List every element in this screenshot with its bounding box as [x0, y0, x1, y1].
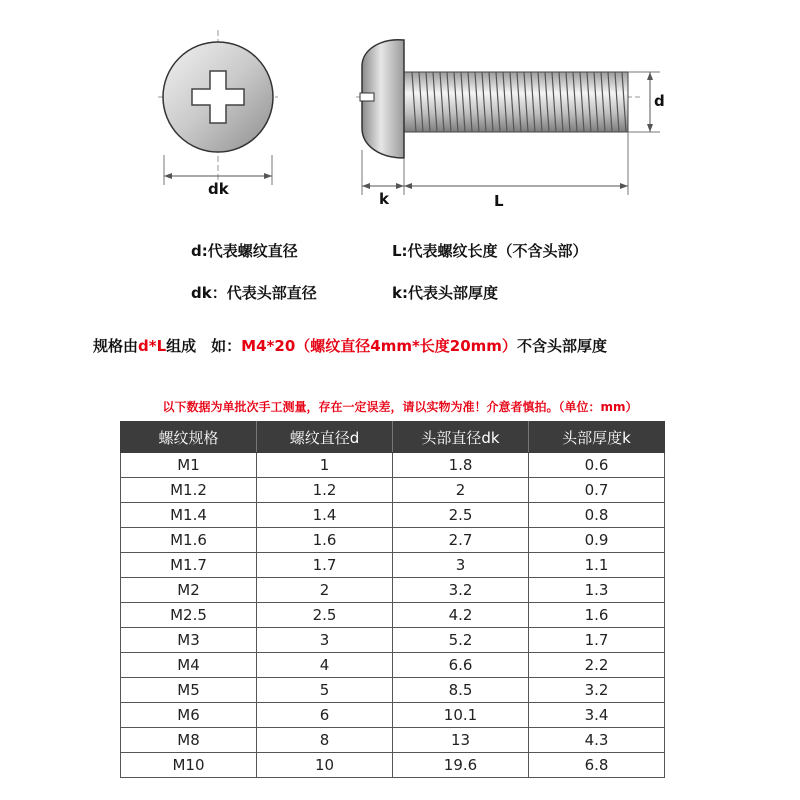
table-cell: M2.5: [121, 603, 257, 628]
table-row: [121, 503, 665, 528]
table-cell: 1.7: [257, 553, 393, 578]
table-cell: M3: [121, 628, 257, 653]
table-cell: 2: [393, 478, 529, 503]
table-cell: 2.2: [529, 653, 665, 678]
screw-dimension-diagram: [0, 0, 800, 225]
table-cell: 0.9: [529, 528, 665, 553]
spec-example: M4*20（螺纹直径4mm*长度20mm）: [241, 337, 517, 355]
legend-dk: dk：代表头部直径: [191, 284, 317, 302]
table-row: [121, 578, 665, 603]
table-cell: 4.2: [393, 603, 529, 628]
measurement-notice: 以下数据为单批次手工测量，存在一定误差，请以实物为准！介意者慎拍。（单位：mm）: [162, 400, 638, 414]
table-cell: 13: [393, 728, 529, 753]
table-row: [121, 728, 665, 753]
table-row: [121, 478, 665, 503]
table-cell: M6: [121, 703, 257, 728]
table-cell: 0.6: [529, 453, 665, 478]
table-cell: M1.2: [121, 478, 257, 503]
table-cell: 2.5: [393, 503, 529, 528]
table-cell: 6: [257, 703, 393, 728]
header-head-thickness: 头部厚度k: [529, 422, 665, 453]
table-cell: 1: [257, 453, 393, 478]
spec-description: [93, 335, 607, 356]
table-cell: M1.4: [121, 503, 257, 528]
table-cell: M2: [121, 578, 257, 603]
screw-head-top-view: [158, 30, 278, 185]
table-row: [121, 653, 665, 678]
table-cell: 8: [257, 728, 393, 753]
table-cell: 3.2: [529, 678, 665, 703]
table-cell: 1.8: [393, 453, 529, 478]
dk-label: dk: [208, 180, 229, 198]
header-thread-diameter: 螺纹直径d: [257, 422, 393, 453]
table-cell: 10: [257, 753, 393, 778]
table-cell: 3.2: [393, 578, 529, 603]
L-label: L: [494, 192, 504, 210]
header-thread-spec: 螺纹规格: [121, 422, 257, 453]
table-cell: 5: [257, 678, 393, 703]
table-cell: M1.7: [121, 553, 257, 578]
k-label: k: [379, 190, 389, 208]
table-row: [121, 703, 665, 728]
table-cell: 0.8: [529, 503, 665, 528]
table-cell: 0.7: [529, 478, 665, 503]
table-cell: 6.8: [529, 753, 665, 778]
table-cell: 3.4: [529, 703, 665, 728]
table-cell: M5: [121, 678, 257, 703]
table-cell: 3: [257, 628, 393, 653]
legend-d: d:代表螺纹直径: [191, 242, 298, 260]
spec-part-2: d*L: [138, 337, 167, 355]
table-cell: M8: [121, 728, 257, 753]
table-cell: 19.6: [393, 753, 529, 778]
table-row: [121, 628, 665, 653]
screw-side-view: [356, 40, 660, 195]
legend-L: L:代表螺纹长度（不含头部）: [392, 242, 588, 260]
table-row: [121, 553, 665, 578]
table-cell: 5.2: [393, 628, 529, 653]
table-cell: M1.6: [121, 528, 257, 553]
table-cell: 1.2: [257, 478, 393, 503]
legend-k: k:代表头部厚度: [392, 284, 498, 302]
table-cell: 10.1: [393, 703, 529, 728]
d-label: d: [654, 92, 665, 110]
table-cell: 4.3: [529, 728, 665, 753]
table-cell: 1.6: [529, 603, 665, 628]
table-cell: 1.4: [257, 503, 393, 528]
table-cell: 2: [257, 578, 393, 603]
table-cell: 1.3: [529, 578, 665, 603]
table-cell: M10: [121, 753, 257, 778]
table-cell: 8.5: [393, 678, 529, 703]
table-row: [121, 603, 665, 628]
spec-part-1: 规格由: [93, 337, 139, 355]
spec-part-5: 不含头部厚度: [516, 337, 607, 355]
spec-part-3: 组成 如：: [166, 337, 242, 355]
table-cell: M1: [121, 453, 257, 478]
table-cell: 2.5: [257, 603, 393, 628]
table-cell: 6.6: [393, 653, 529, 678]
spec-table: [120, 421, 665, 778]
table-cell: 1.6: [257, 528, 393, 553]
table-row: [121, 678, 665, 703]
table-row: [121, 753, 665, 778]
table-cell: 1.1: [529, 553, 665, 578]
table-cell: 1.7: [529, 628, 665, 653]
table-header-row: [121, 422, 665, 453]
table-cell: 4: [257, 653, 393, 678]
table-row: [121, 528, 665, 553]
table-cell: 2.7: [393, 528, 529, 553]
table-cell: 3: [393, 553, 529, 578]
header-head-diameter: 头部直径dk: [393, 422, 529, 453]
table-cell: M4: [121, 653, 257, 678]
table-row: [121, 453, 665, 478]
